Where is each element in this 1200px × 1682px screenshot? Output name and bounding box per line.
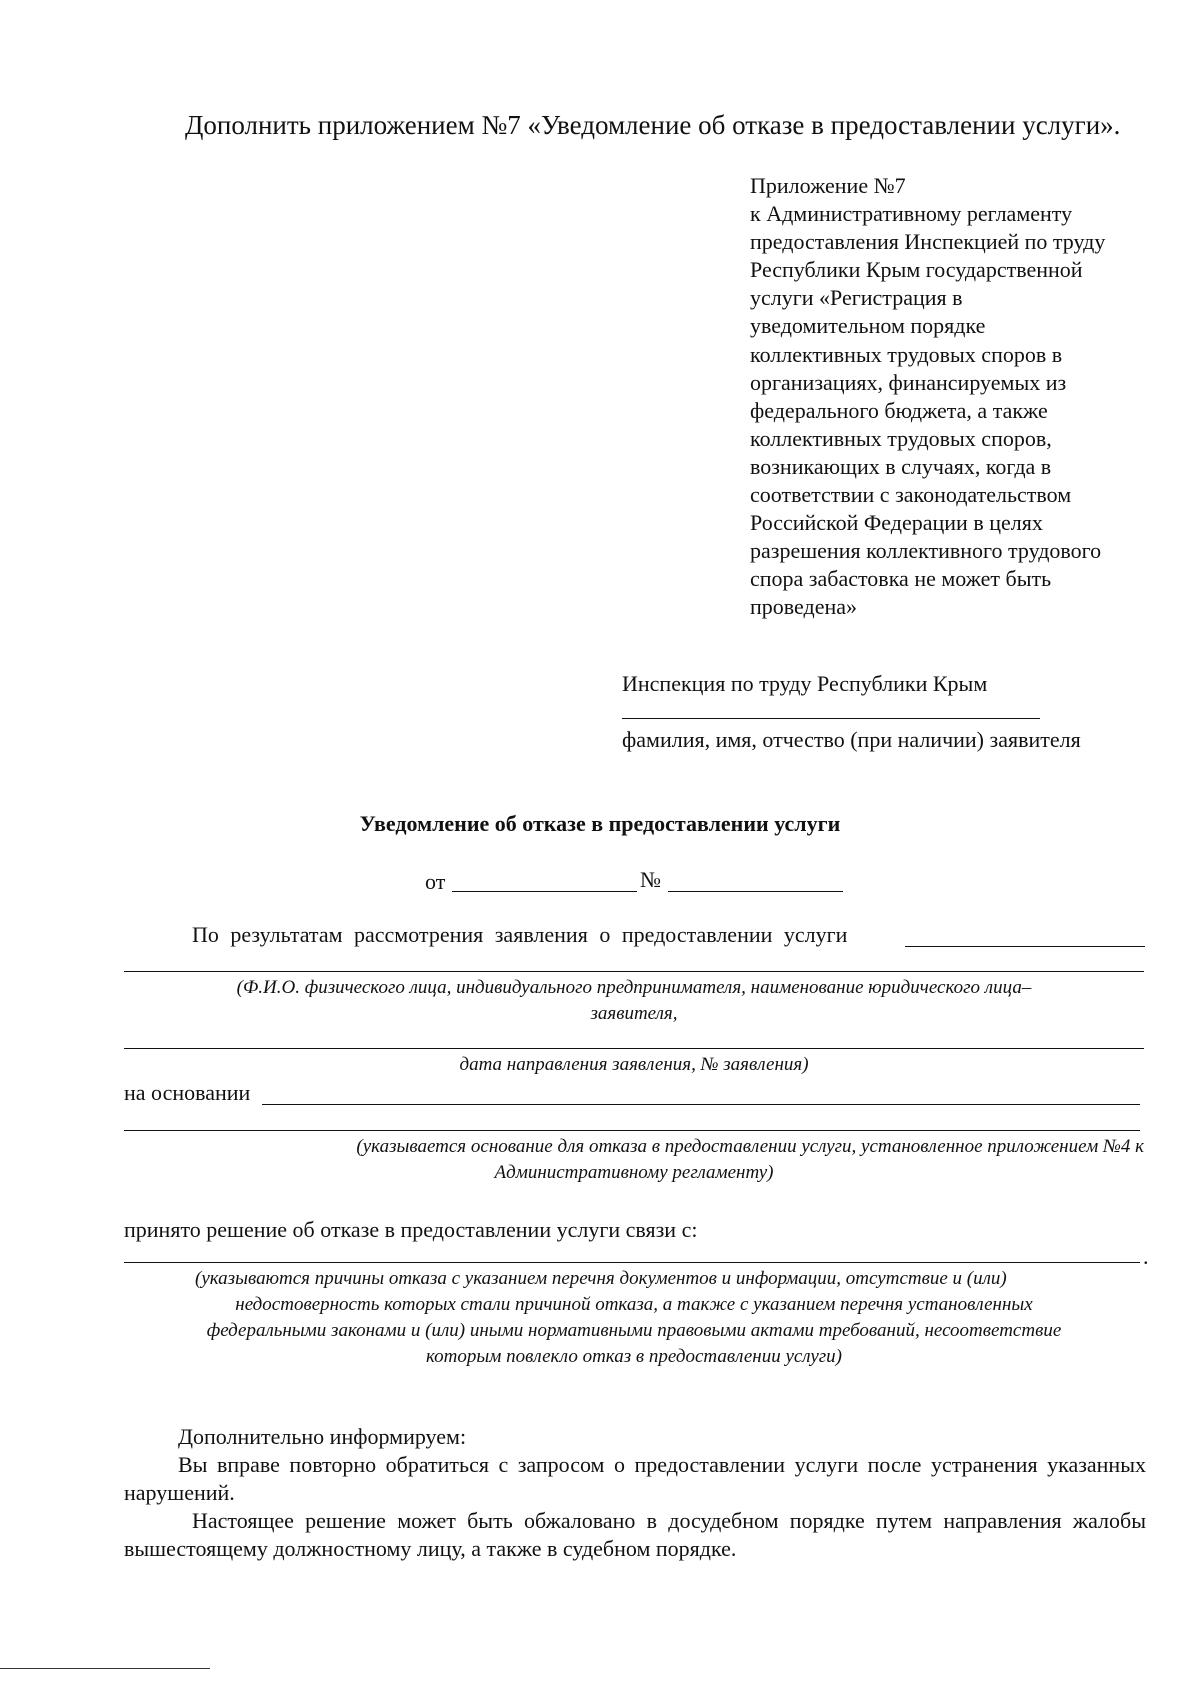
additional-info-paragraph: Настоящее решение может быть обжаловано в досудебном порядке путем направления жалобы вышестоящему должностному лицу, а также в судебном порядке. <box>124 1508 1146 1561</box>
decision-text: принято решение об отказе в предоставлении услуги связи с: <box>124 1217 698 1242</box>
reasons-caption: федеральными законами и (или) иными нормативными правовыми актами требований, несоответствие <box>206 1320 1062 1341</box>
date-label: от <box>425 869 446 894</box>
reasons-caption: (указываются причины отказа с указанием перечня документов и информации, отсутствие и (или) <box>195 1268 1007 1289</box>
footnote-separator <box>0 1668 210 1669</box>
basis-caption: Административному регламенту) <box>494 1162 774 1183</box>
application-date-blank[interactable] <box>124 1048 1144 1049</box>
basis-caption: (указывается основание для отказа в предоставлении услуги, установленное приложением №4 к <box>356 1136 1144 1157</box>
appendix-line: Республики Крым государственной <box>750 257 1083 283</box>
date-blank[interactable] <box>452 891 637 892</box>
appendix-line: разрешения коллективного трудового <box>750 538 1102 564</box>
review-text: По результатам рассмотрения заявления о предоставлении услуги <box>192 922 848 947</box>
appendix-line: к Административному регламенту <box>750 201 1073 227</box>
basis-blank[interactable] <box>262 1104 1140 1105</box>
applicant-caption: фамилия, имя, отчество (при наличии) заявителя <box>622 727 1081 752</box>
basis-label: на основании <box>124 1080 251 1105</box>
document-title: Уведомление об отказе в предоставлении услуги <box>359 811 841 836</box>
appendix-line: возникающих в случаях, когда в <box>750 453 1052 479</box>
applicant-details-caption: (Ф.И.О. физического лица, индивидуального предпринимателя, наименование юридического лица– <box>236 977 1032 998</box>
appendix-line: предоставления Инспекцией по труду <box>750 229 1106 255</box>
appendix-line: услуги «Регистрация в <box>750 285 963 311</box>
organization-name: Инспекция по труду Республики Крым <box>622 671 988 696</box>
appendix-line: спора забастовка не может быть <box>750 566 1052 592</box>
additional-info-heading: Дополнительно информируем: <box>178 1424 467 1449</box>
reasons-blank[interactable] <box>124 1262 1140 1263</box>
applicant-details-blank[interactable] <box>124 971 1144 972</box>
appendix-line: уведомительном порядке <box>750 313 986 339</box>
service-blank[interactable] <box>905 946 1145 947</box>
applicant-name-blank[interactable] <box>622 718 1040 719</box>
basis-blank-continued[interactable] <box>124 1130 1140 1131</box>
appendix-line: проведена» <box>750 594 858 620</box>
reasons-caption: недостоверность которых стали причиной отказа, а также с указанием перечня установленных <box>235 1294 1033 1315</box>
applicant-details-caption: заявителя, <box>590 1003 678 1024</box>
appendix-line: федерального бюджета, а также <box>750 397 1048 423</box>
appendix-line: Приложение №7 <box>750 173 906 198</box>
reasons-caption: которым повлекло отказ в предоставлении услуги) <box>425 1346 843 1367</box>
application-date-caption: дата направления заявления, № заявления) <box>459 1054 809 1075</box>
appendix-block <box>750 172 1160 622</box>
header-line: Дополнить приложением №7 «Уведомление об отказе в предоставлении услуги». <box>185 110 1121 140</box>
appendix-line: соответствии с законодательством <box>750 482 1072 508</box>
appendix-line: коллективных трудовых споров в <box>750 341 1063 367</box>
appendix-line: коллективных трудовых споров, <box>750 425 1052 451</box>
appendix-line: Российской Федерации в целях <box>750 510 1043 536</box>
number-blank[interactable] <box>668 891 843 892</box>
appendix-line: организациях, финансируемых из <box>750 369 1067 395</box>
additional-info-paragraph: Вы вправе повторно обратиться с запросом о предоставлении услуги после устранения указанных нарушений. <box>124 1452 1146 1505</box>
number-label: № <box>640 867 661 892</box>
reasons-end-dot: . <box>1143 1244 1149 1269</box>
